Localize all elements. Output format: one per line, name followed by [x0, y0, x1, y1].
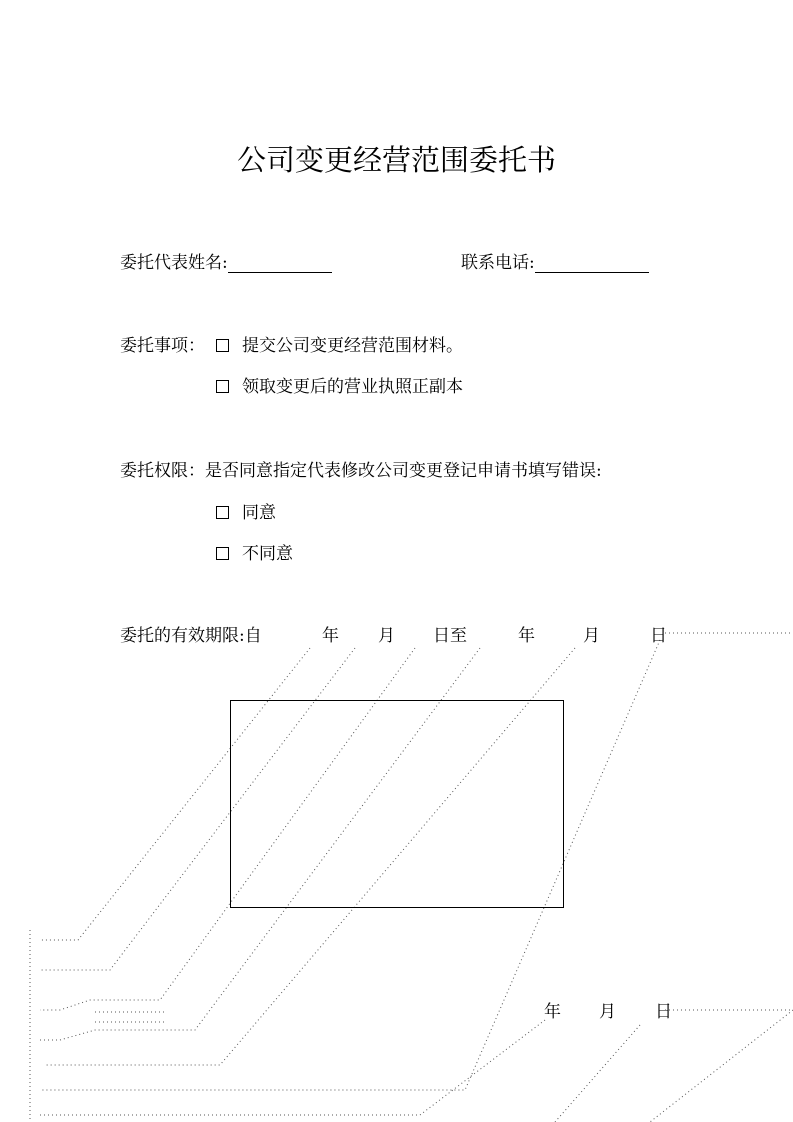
- validity-day2: 日: [650, 626, 667, 646]
- authority-option-disagree: [216, 544, 293, 564]
- validity-label: 委托的有效期限:自: [120, 626, 262, 646]
- matter-item-submit: [216, 336, 463, 356]
- agree-checkbox[interactable]: [216, 506, 229, 519]
- disagree-label: 不同意: [242, 544, 293, 564]
- page-title: 公司变更经营范围委托书: [236, 143, 556, 177]
- validity-month2: 月: [583, 626, 600, 646]
- phone-label: 联系电话:: [461, 253, 535, 273]
- id-photo-box: [230, 700, 564, 908]
- sign-year: 年: [544, 1002, 561, 1022]
- validity-year: 年: [322, 626, 339, 646]
- rep-name-field[interactable]: [228, 254, 332, 273]
- matters-label: 委托事项：: [120, 336, 205, 356]
- agree-label: 同意: [242, 503, 276, 523]
- disagree-checkbox[interactable]: [216, 547, 229, 560]
- authority-option-agree: [216, 503, 276, 523]
- phone-field[interactable]: [535, 254, 649, 273]
- rep-name-label: 委托代表姓名:: [120, 253, 228, 273]
- matter-collect-label: 领取变更后的营业执照正副本: [242, 377, 463, 397]
- phone-row: [461, 253, 649, 273]
- sign-month: 月: [599, 1002, 616, 1022]
- matter-item-collect: [216, 377, 463, 397]
- sign-day: 日: [655, 1002, 672, 1022]
- validity-year2: 年: [518, 626, 535, 646]
- rep-name-row: [120, 253, 332, 273]
- authority-label: 委托权限：是否同意指定代表修改公司变更登记申请书填写错误:: [120, 461, 602, 481]
- matter-submit-checkbox[interactable]: [216, 339, 229, 352]
- validity-month: 月: [378, 626, 395, 646]
- validity-day-to: 日至: [433, 626, 467, 646]
- matter-collect-checkbox[interactable]: [216, 380, 229, 393]
- matter-submit-label: 提交公司变更经营范围材料。: [242, 336, 463, 356]
